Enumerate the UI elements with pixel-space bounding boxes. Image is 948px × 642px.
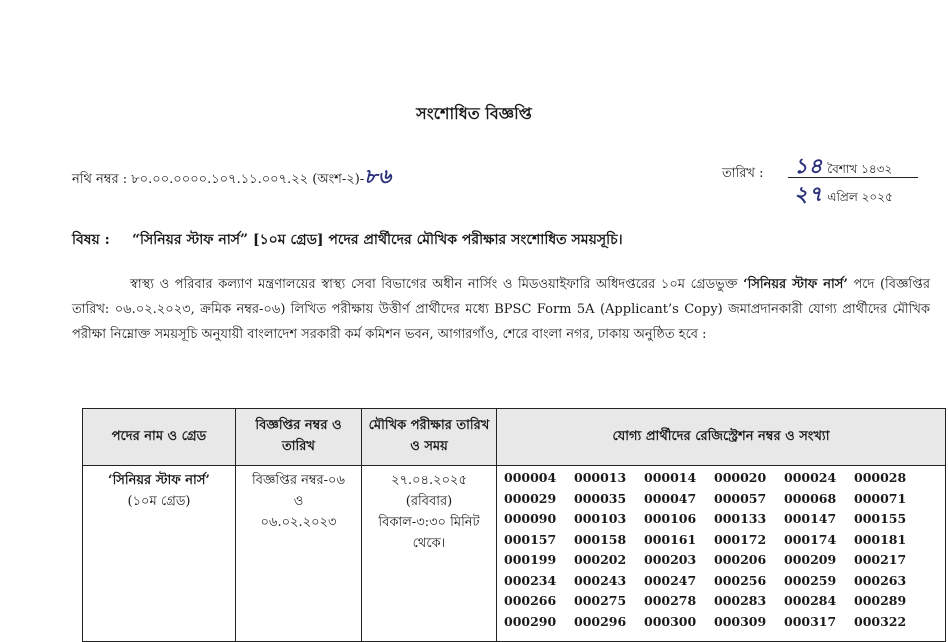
registration-number: 000106	[644, 511, 697, 526]
date-bangla-month-year: বৈশাখ ১৪৩২	[827, 162, 893, 176]
registration-number: 000035	[574, 490, 627, 506]
registration-number: 000309	[714, 613, 767, 629]
registration-number: 000283	[714, 593, 767, 608]
registration-number: 000004	[504, 470, 557, 485]
schedule-data-row	[83, 466, 946, 642]
registration-number: 000155	[854, 511, 907, 526]
cell-exam	[362, 466, 497, 642]
registration-number: 000161	[644, 531, 697, 547]
registration-grid	[504, 468, 939, 632]
registration-number: 000263	[854, 572, 907, 588]
memo-prefix: নথি নম্বর : ৮০.০০.০০০০.১০৭.১১.০০৭.২২ (অংশ-২)-	[72, 172, 365, 187]
cell-post	[83, 466, 236, 642]
date-gregorian	[794, 178, 893, 213]
post-name: ‘সিনিয়র স্টাফ নার্স’	[108, 473, 210, 488]
header-exam-datetime: মৌখিক পরীক্ষার তারিখ ও সময়	[362, 409, 497, 466]
registration-number: 000014	[644, 470, 697, 485]
header-circular: বিজ্ঞপ্তির নম্বর ও তারিখ	[236, 409, 362, 466]
registration-number: 000202	[574, 552, 627, 567]
cell-circular	[236, 466, 362, 642]
registration-number: 000013	[574, 470, 627, 485]
registration-number: 000174	[784, 531, 837, 547]
date-bangla-day: ১৪	[794, 154, 824, 178]
body-part-2: পদে (বিজ্ঞপ্তির তারিখ: ০৬.০২.২০২৩, ক্রমিক নম্বর-০৬) লিখিত পরীক্ষায় উত্তীর্ণ প্রার্থীদের মধ্যে BPSC Form 5A (Applicant’s Copy) জমাপ্রদানকারী যোগ্য প্রার্থীদের মৌখিক পরীক্ষা নিম্নোক্ত সময়সূচি অনুযায়ী বাংলাদেশ সরকারী কর্ম কমিশন ভবন, আগারগাঁও, শেরে বাংলা নগর, ঢাকায় অনুষ্ঠিত হবে :	[72, 277, 930, 342]
exam-day: (রবিবার)	[405, 494, 453, 509]
registration-number: 000199	[504, 552, 557, 567]
circular-date: ০৬.০২.২০২৩	[260, 515, 337, 530]
registration-number: 000290	[504, 613, 557, 629]
registration-number: 000071	[854, 490, 907, 506]
registration-number: 000243	[574, 572, 627, 588]
registration-number: 000275	[574, 593, 627, 608]
registration-number: 000209	[784, 552, 837, 567]
header-registration-numbers: যোগ্য প্রার্থীদের রেজিস্ট্রেশন নম্বর ও সংখ্যা	[497, 409, 946, 466]
registration-number: 000068	[784, 490, 837, 506]
registration-number: 000206	[714, 552, 767, 567]
registration-number: 000217	[854, 552, 907, 567]
registration-number: 000259	[784, 572, 837, 588]
registration-number: 000278	[644, 593, 697, 608]
registration-number: 000203	[644, 552, 697, 567]
subject-line	[72, 228, 623, 252]
registration-number: 000296	[574, 613, 627, 629]
notice-title: সংশোধিত বিজ্ঞপ্তি	[416, 104, 532, 123]
body-post-name: ‘সিনিয়র স্টাফ নার্স’	[743, 277, 848, 292]
registration-number: 000247	[644, 572, 697, 588]
date-gregorian-month-year: এপ্রিল ২০২৫	[827, 190, 893, 204]
registration-number: 000024	[784, 470, 837, 485]
registration-number: 000266	[504, 593, 557, 608]
registration-number: 000322	[854, 613, 907, 629]
exam-date: ২৭.০৪.২০২৫	[391, 473, 467, 488]
registration-number: 000158	[574, 531, 627, 547]
registration-number: 000157	[504, 531, 557, 547]
date-block	[722, 150, 932, 206]
subject-label: বিষয় :	[72, 232, 110, 248]
schedule-table	[82, 408, 946, 642]
subject-text: “সিনিয়র স্টাফ নার্স” [১০ম গ্রেড] পদের প্রার্থীদের মৌখিক পরীক্ষার সংশোধিত সময়সূচি।	[132, 232, 623, 248]
exam-time: বিকাল-৩:৩০ মিনিট	[378, 515, 480, 530]
registration-number: 000256	[714, 572, 767, 588]
registration-number: 000028	[854, 470, 907, 485]
registration-number: 000181	[854, 531, 907, 547]
registration-number: 000172	[714, 531, 767, 547]
registration-number: 000147	[784, 511, 837, 526]
date-label: তারিখ :	[722, 166, 764, 181]
post-grade: (১০ম গ্রেড)	[127, 494, 191, 509]
registration-number: 000289	[854, 593, 907, 608]
registration-number: 000057	[714, 490, 767, 506]
body-part-1: স্বাস্থ্য ও পরিবার কল্যাণ মন্ত্রণালয়ের স্বাস্থ্য সেবা বিভাগের অধীন নার্সিং ও মিডওয়াইফারি অধিদপ্তরের ১০ম গ্রেডভুক্ত	[130, 277, 738, 292]
registration-number: 000133	[714, 511, 767, 526]
cell-registration-numbers	[497, 466, 946, 642]
exam-time-suffix: থেকে।	[412, 536, 446, 551]
registration-number: 000029	[504, 490, 557, 506]
registration-number: 000234	[504, 572, 557, 588]
registration-number: 000090	[504, 511, 557, 526]
registration-number: 000047	[644, 490, 697, 506]
memo-number	[72, 162, 392, 195]
registration-number: 000300	[644, 613, 697, 629]
schedule-header-row	[83, 409, 946, 466]
registration-number: 000284	[784, 593, 837, 608]
registration-number: 000103	[574, 511, 627, 526]
notice-body	[72, 272, 930, 347]
date-gregorian-day: ২৭	[794, 182, 824, 206]
circular-and: ও	[293, 494, 304, 509]
memo-handwritten-number: ৮৬	[364, 164, 393, 188]
registration-number: 000020	[714, 470, 767, 485]
header-post-name: পদের নাম ও গ্রেড	[83, 409, 236, 466]
registration-number: 000317	[784, 613, 837, 629]
circular-number: বিজ্ঞপ্তির নম্বর-০৬	[252, 473, 345, 488]
